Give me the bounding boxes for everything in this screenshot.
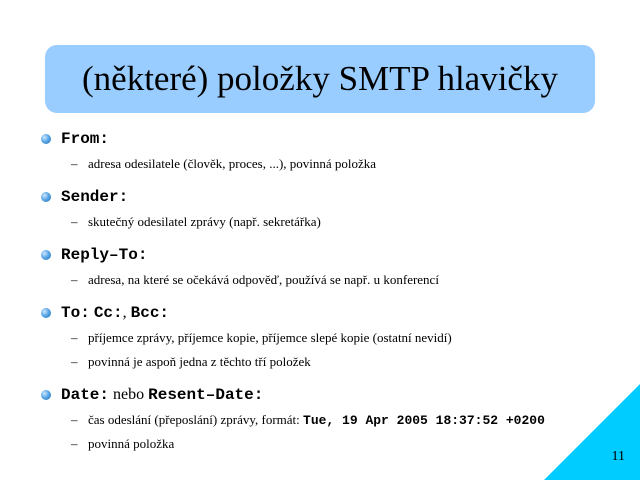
field-bcc: Bcc: [130,304,170,322]
sub-item [40,268,620,292]
sub-item [40,326,620,350]
sub-item [40,408,620,432]
dash-icon: – [71,436,78,451]
sub-item-text: adresa odesilatele (člověk, proces, ...), povinná položka [88,156,377,171]
dash-icon: – [71,272,78,287]
sub-item-text: skutečný odesilatel zprávy (např. sekretářka) [88,214,321,229]
sub-item-text: povinná je aspoň jedna z těchto tří položek [88,354,311,369]
field-from: From: [61,130,110,148]
bullet-reply-to [40,242,620,268]
bullet-to-cc-bcc [40,300,620,326]
sub-item [40,210,620,234]
dash-icon: – [71,412,78,427]
field-resent-date: Resent–Date: [148,386,264,404]
field-sender: Sender: [61,188,129,206]
corner-decoration [544,384,640,480]
slide-title-box [45,45,595,113]
dash-icon: – [71,156,78,171]
page-number: 11 [611,449,625,464]
sub-item-text: příjemce zprávy, příjemce kopie, příjemce slepé kopie (ostatní nevidí) [88,330,452,345]
sub-item [40,432,620,456]
dash-icon: – [71,330,78,345]
bullet-icon [41,250,51,260]
dash-icon: – [71,354,78,369]
sub-item [40,152,620,176]
bullet-from [40,126,620,152]
slide-title: (některé) položky SMTP hlavičky [82,59,558,98]
sub-item-text: adresa, na které se očekává odpověď, používá se např. u konferencí [88,272,439,287]
field-cc: Cc: [93,304,123,322]
bullet-icon [41,134,51,144]
field-date: Date: [61,386,110,404]
bullet-date [40,382,620,408]
field-reply-to: Reply–To: [61,246,148,264]
field-to: To: [61,304,90,322]
bullet-sender [40,184,620,210]
bullet-icon [41,192,51,202]
bullet-icon [41,390,51,400]
sub-item-text: čas odeslání (přeposlání) zprávy, formát: [88,412,300,427]
separator: , [122,304,127,321]
bullet-list [40,126,620,456]
sub-item [40,350,620,374]
date-format-example: Tue, 19 Apr 2005 18:37:52 +0200 [303,413,545,428]
bullet-icon [41,308,51,318]
sub-item-text: povinná položka [88,436,175,451]
dash-icon: – [71,214,78,229]
connector-text: nebo [113,386,145,403]
